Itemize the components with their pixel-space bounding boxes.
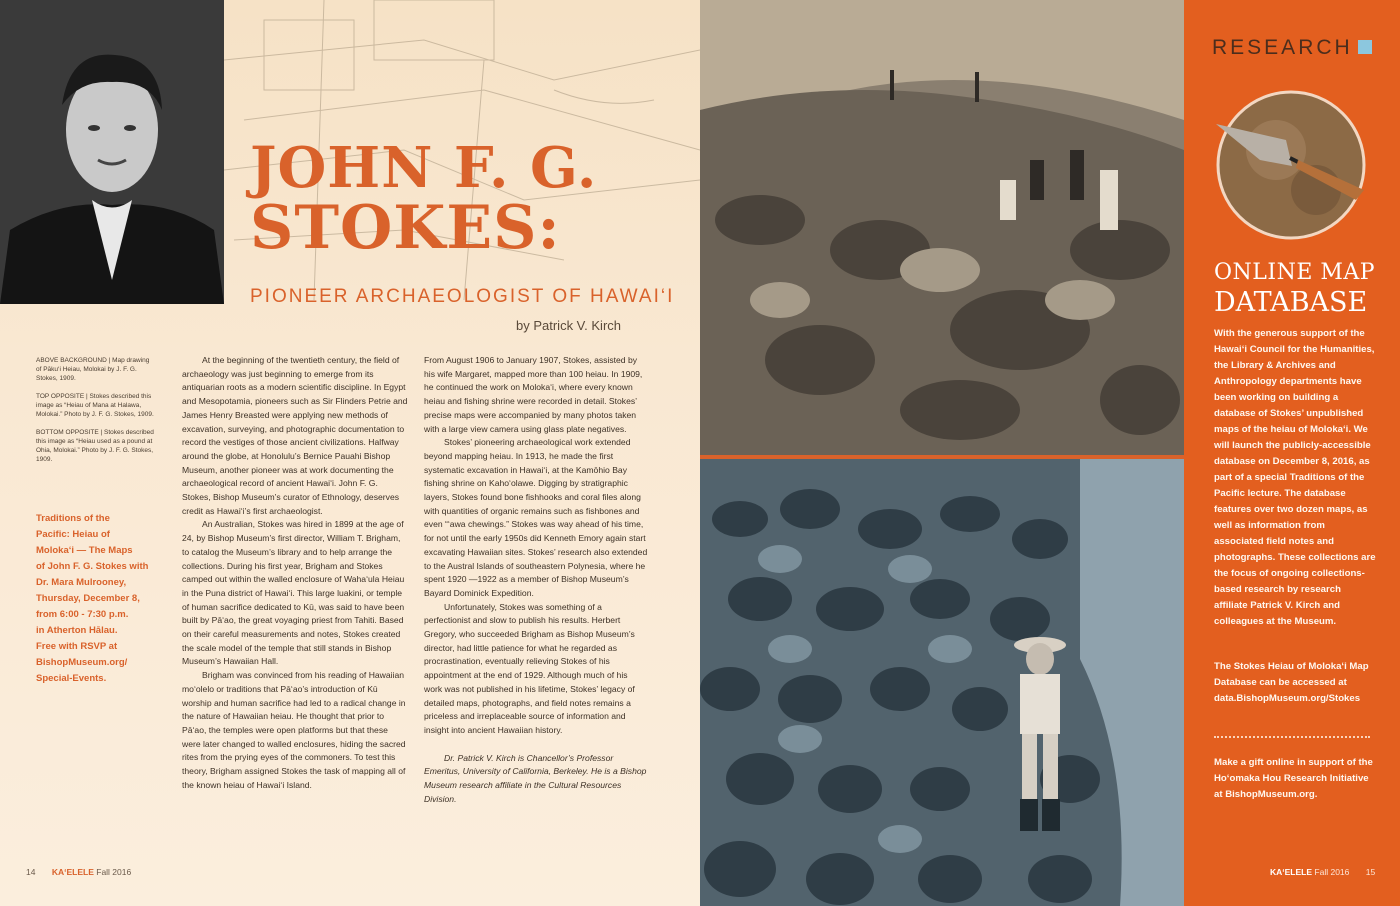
event-line: Pacific: Heiau of: [36, 529, 110, 540]
caption-above-background: ABOVE BACKGROUND | Map drawing of Pāku‘i Heiau, Molokai by J. F. G. Stokes, 1909.: [36, 357, 150, 382]
dotted-divider: [1214, 736, 1370, 738]
event-line: BishopMuseum.org/: [36, 657, 128, 668]
event-line: Moloka‘i — The Maps: [36, 545, 133, 556]
event-line: Traditions of the: [36, 513, 110, 524]
heiau-photo-top: [700, 0, 1184, 455]
folio-right: [1270, 867, 1375, 877]
article-subtitle: PIONEER ARCHAEOLOGIST OF HAWAI‘I: [250, 286, 675, 307]
photo-captions: [36, 356, 154, 473]
magazine-name: KA‘ELELE: [51, 867, 94, 877]
author-bio: Dr. Patrick V. Kirch is Chancellor’s Professor Emeritus, University of California, Berkeley. He is a Bishop Museum research affiliate in the Cultural Resources Division.: [424, 752, 647, 804]
page-number: 15: [1365, 867, 1376, 877]
byline: by Patrick V. Kirch: [516, 318, 622, 333]
sidebar-title: [1214, 260, 1375, 318]
paragraph: Stokes’ pioneering archaeological work extended beyond mapping heiau. In 1913, he made the first systematic excavation in Hawai‘i, at the Kamōhio Bay fishing shrine on Kaho‘olawe. Digging by stratigraphic layers, Stokes found bone fishhooks and coral files along with quantities of organic remains such as fishbones and even “‘awa chewings.” Stokes was way ahead of his time, for not until the early 1950s did Kenneth Emory again start excavating Hawaiian sites. Stokes’ research also extended to the Austral Islands of southeastern Polynesia, where he spent 1920 —1922 as a member of Bishop Museum’s Bayard Dominick Expedition.: [424, 437, 648, 598]
paragraph: Brigham was convinced from his reading of Hawaiian mo‘olelo or traditions that Pā‘ao’s introduction of Kū worship and human sacrifice had led to a radical change in the nature of Hawaiian heiau. He thought that prior to Pā‘ao, the temples were open platforms but that these were later changed to walled enclosures, hiding the sacred rites from the prying eyes of the commoners. To test this theory, Brigham assigned Stokes the task of mapping all of the known heiau of Hawai‘i Island.: [182, 670, 406, 790]
event-line: Special-Events.: [36, 673, 107, 684]
heiau-photo-bottom: [700, 459, 1184, 906]
paragraph: An Australian, Stokes was hired in 1899 at the age of 24, by Bishop Museum’s first director, William T. Brigham, to catalog the Museum’s library and to help arrange the collections. During his first year, Brigham and Stokes camped out within the walled enclosure of Waha‘ula Heiau in the Puna district of Hawai‘i. This large luakini, or temple of human sacrifice dedicated to Kū, was said to have been built by Pā‘ao, the great voyaging priest from Tahiti. Based on their careful measurements and notes, Stokes created the scale model of the temple that still stands in Bishop Museum’s Hawaiian Hall.: [182, 519, 405, 667]
section-label: RESEARCH: [1212, 36, 1353, 59]
database-access-note: The Stokes Heiau of Moloka‘i Map Database can be accessed at data.BishopMuseum.org/Stokes: [1214, 661, 1369, 704]
event-line: Dr. Mara Mulrooney,: [36, 577, 127, 588]
paragraph: At the beginning of the twentieth century, the field of archaeology was just beginning to emerge from its antiquarian roots as a modern scientific discipline. In Egypt and Mesopotamia, pioneers such as Sir Flinders Petrie and James Henry Breasted were applying new methods of excavation, surveying, and photographic documentation to record the vestiges of those ancient civilizations. Halfway around the globe, at Honolulu’s Bernice Pauahi Bishop Museum, another pioneer was at work documenting the archaeological record of ancient Hawai‘i. John F. G. Stokes, Bishop Museum’s curator of Ethnology, deserves credit as Hawai‘i’s first archaeologist.: [182, 355, 408, 516]
article-title: [250, 135, 598, 263]
event-notice: [36, 511, 154, 687]
issue: Fall 2016: [1314, 867, 1350, 877]
event-line: of John F. G. Stokes with: [36, 561, 149, 572]
event-line: from 6:00 - 7:30 p.m.: [36, 609, 129, 620]
section-square-icon: [1358, 40, 1372, 54]
sidebar-title-line-1: ONLINE MAP: [1214, 260, 1376, 285]
caption-bottom-opposite: BOTTOM OPPOSITE | Stokes described this image as “Heiau used as a pound at Ohia, Molokai.” Photo by J. F. G. Stokes, 1909.: [36, 429, 154, 463]
magazine-name: KA‘ELELE: [1270, 867, 1313, 877]
caption-top-opposite: TOP OPPOSITE | Stokes described this image as “Heiau of Mana at Halawa, Molokai.” Photo by J. F. G. Stokes, 1909.: [36, 393, 154, 418]
trowel-icon: [1216, 90, 1366, 240]
article-column-2: [424, 354, 648, 807]
sidebar-title-line-2: DATABASE: [1214, 287, 1368, 318]
issue: Fall 2016: [96, 867, 132, 877]
paragraph: Unfortunately, Stokes was something of a perfectionist and slow to publish his results. Herbert Gregory, who succeeded Brigham as Bishop Museum’s director, had little patience for what he regarded as procrastination, eventually relieving Stokes of his appointment at the end of 1929. Although much of his work was not published in his lifetime, Stokes’ legacy of detailed maps, photographs, and field notes remains a priceless and irreplaceable source of information and insight into ancient Hawaiian history.: [424, 601, 635, 735]
paragraph: From August 1906 to January 1907, Stokes, assisted by his wife Margaret, mapped more than 100 heiau. In 1909, he continued the work on Moloka‘i, where every known heiau and fishing shrine were recorded in detail. Stokes’ precise maps were accompanied by many photos taken with a large view camera using glass plate negatives.: [424, 355, 643, 434]
title-line-1: JOHN F. G.: [250, 135, 598, 201]
page-number: 14: [26, 867, 36, 877]
title-line-2: STOKES:: [250, 193, 561, 263]
gift-note: Make a gift online in support of the Ho‘omaka Hou Research Initiative at BishopMuseum.org.: [1214, 757, 1373, 800]
sidebar-body: With the generous support of the Hawai‘i Council for the Humanities, the Library & Archives and Anthropology departments have been working on building a database of Stokes’ unpublished maps of the heiau of Moloka‘i. We will launch the publicly-accessible database on December 8, 2016, as part of a special Traditions of the Pacific lecture. The database features over two dozen maps, as well as information from associated field notes and photographs. These collections are the focus of ongoing collections-based research by research affiliate Patrick V. Kirch and colleagues at the Museum.: [1214, 328, 1376, 627]
portrait-photo: [0, 0, 224, 304]
event-line: Thursday, December 8,: [36, 593, 140, 604]
article-column-1: [182, 354, 408, 793]
folio-left: [26, 867, 131, 877]
event-line: in Atherton Hālau.: [36, 625, 118, 636]
event-line: Free with RSVP at: [36, 641, 118, 652]
